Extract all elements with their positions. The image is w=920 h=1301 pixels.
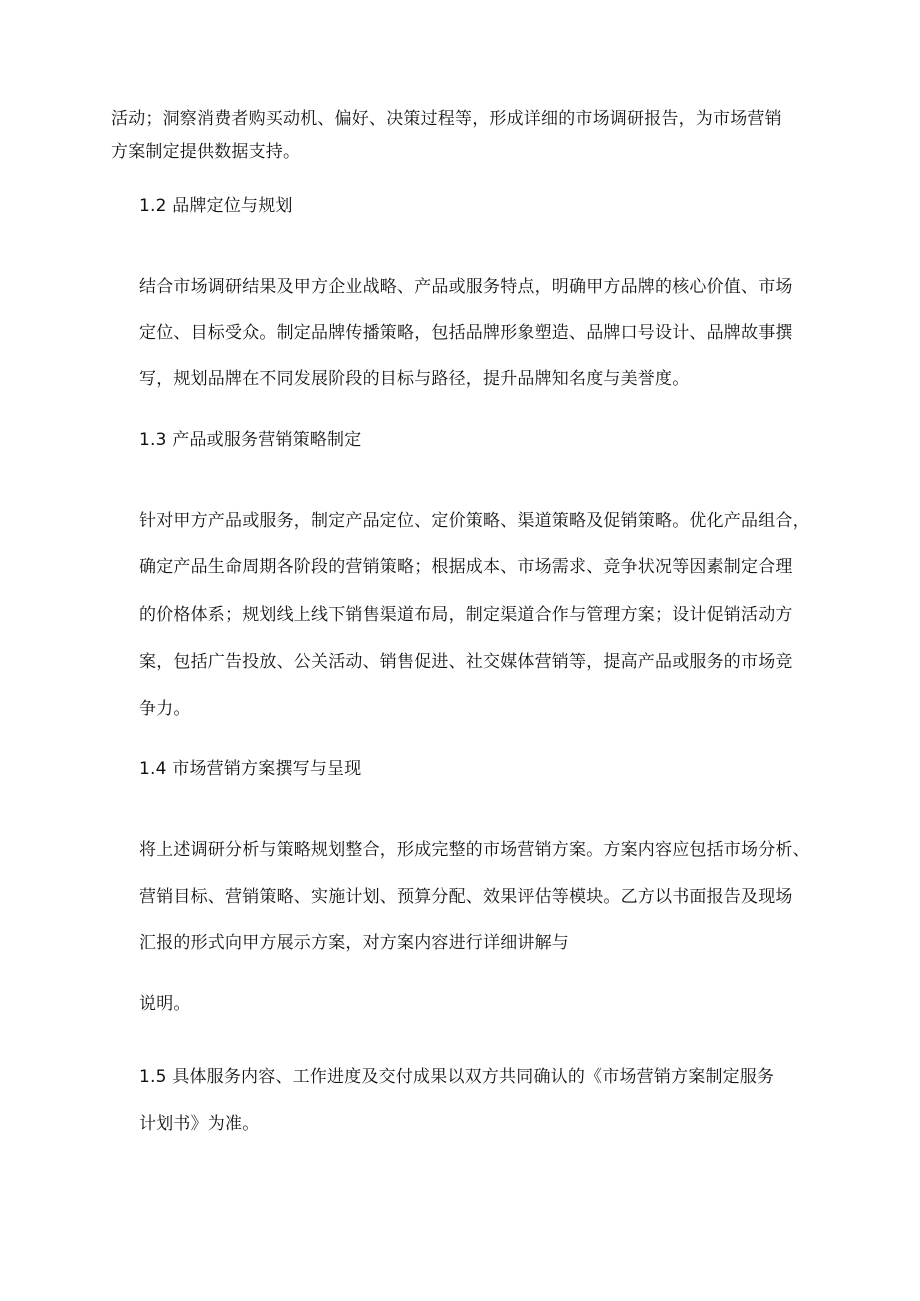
section-1-2-line-1: 结合市场调研结果及甲方企业战略、产品或服务特点，明确甲方品牌的核心价值、市场 xyxy=(139,277,793,297)
section-heading-1-2: 1.2 品牌定位与规划 xyxy=(139,196,293,216)
intro-line-1: 活动；洞察消费者购买动机、偏好、决策过程等，形成详细的市场调研报告，为市场营销 xyxy=(111,109,782,129)
section-1-4-line-1: 将上述调研分析与策略规划整合，形成完整的市场营销方案。方案内容应包括市场分析、 xyxy=(139,840,810,860)
section-1-2-line-3: 写，规划品牌在不同发展阶段的目标与路径，提升品牌知名度与美誉度。 xyxy=(139,369,690,389)
section-heading-1-3: 1.3 产品或服务营销策略制定 xyxy=(139,430,362,450)
section-heading-1-4: 1.4 市场营销方案撰写与呈现 xyxy=(139,759,362,779)
section-1-4-line-4: 说明。 xyxy=(139,994,191,1014)
section-1-5-line-1: 1.5 具体服务内容、工作进度及交付成果以双方共同确认的《市场营销方案制定服务 xyxy=(139,1067,775,1087)
section-1-3-line-1: 针对甲方产品或服务，制定产品定位、定价策略、渠道策略及促销策略。优化产品组合， xyxy=(139,511,810,531)
section-1-3-line-4: 案，包括广告投放、公关活动、销售促进、社交媒体营销等，提高产品或服务的市场竞 xyxy=(139,652,793,672)
section-1-4-line-2: 营销目标、营销策略、实施计划、预算分配、效果评估等模块。乙方以书面报告及现场 xyxy=(139,887,793,907)
intro-line-2: 方案制定提供数据支持。 xyxy=(111,142,301,162)
section-1-3-line-5: 争力。 xyxy=(139,699,191,719)
section-1-4-line-3: 汇报的形式向甲方展示方案，对方案内容进行详细讲解与 xyxy=(139,933,569,953)
section-1-2-line-2: 定位、目标受众。制定品牌传播策略，包括品牌形象塑造、品牌口号设计、品牌故事撰 xyxy=(139,323,793,343)
section-1-3-line-3: 的价格体系；规划线上线下销售渠道布局，制定渠道合作与管理方案；设计促销活动方 xyxy=(139,605,793,625)
section-1-3-line-2: 确定产品生命周期各阶段的营销策略；根据成本、市场需求、竞争状况等因素制定合理 xyxy=(139,557,793,577)
section-1-5-line-2: 计划书》为准。 xyxy=(139,1114,260,1134)
